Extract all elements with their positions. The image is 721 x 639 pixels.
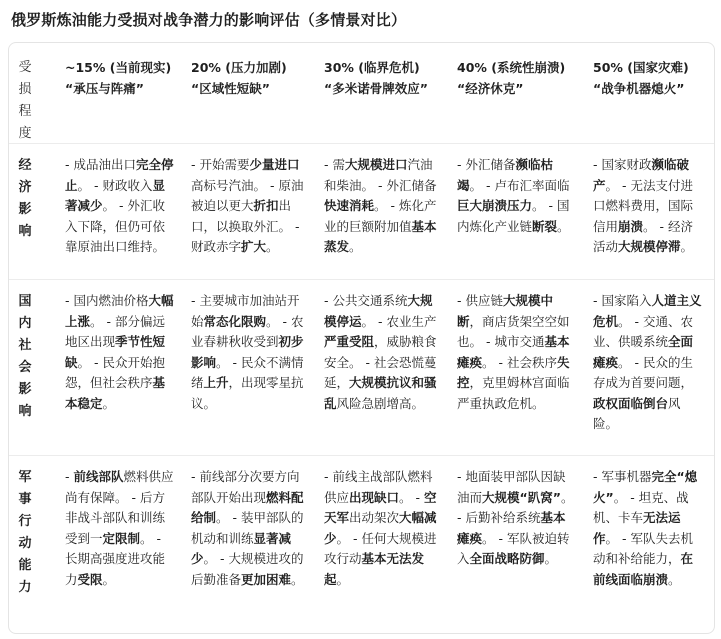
cell-military-20: - 前线部分次要方向部队开始出现燃料配给制。 - 装甲部队的机动和训练显著减少。 - 大规模进攻的后勤准备更加困难。 [191,469,304,587]
cell-economic-15: - 成品油出口完全停止。 - 财政收入显著减少。 - 外汇收入下降，但仍可依靠原油出口维持。 [65,157,174,254]
cell-social-50: - 国家陷入人道主义危机。 - 交通、农业、供暖系统全面瘫痪。 - 民众的生存成为首要问题，政权面临倒台风险。 [593,293,702,431]
row-label-social: 国内社会影响 [18,294,32,419]
cell-military-15: - 前线部队燃料供应尚有保障。 - 后方非战斗部队和训练受到一定限制。 - 长期高强度进攻能力受限。 [65,469,174,587]
row-divider [9,455,714,456]
cell-military-40: - 地面装甲部队因缺油而大规模“趴窝”。 - 后勤补给系统基本瘫痪。 - 军队被迫转入全面战略防御。 [457,469,574,566]
cell-economic-40: - 外汇储备濒临枯竭。 - 卢布汇率面临巨大崩溃压力。 - 国内炼化产业链断裂。 [457,157,570,234]
row-label-economic: 经济影响 [18,158,32,239]
page-title: 俄罗斯炼油能力受损对战争潜力的影响评估（多情景对比） [11,11,407,29]
header-15-percent: ~15% (当前现实) “承压与阵痛” [65,60,172,96]
header-50-percent: 50% (国家灾难) “战争机器熄火” [593,60,689,96]
row-divider [9,279,714,280]
header-30-percent: 30% (临界危机) “多米诺骨牌效应” [324,60,428,96]
cell-military-50: - 军事机器完全“熄火”。 - 坦克、战机、卡车无法运作。 - 军队失去机动和补给能力，在前线面临崩溃。 [593,469,698,587]
cell-economic-50: - 国家财政濒临破产。 - 无法支付进口燃料费用，国际信用崩溃。 - 经济活动大规模停滞。 [593,157,694,254]
cell-social-15: - 国内燃油价格大幅上涨。 - 部分偏远地区出现季节性短缺。 - 民众开始抱怨，但社会秩序基本稳定。 [65,293,174,411]
cell-social-30: - 公共交通系统大规模停运。 - 农业生产严重受阻，威胁粮食安全。 - 社会恐慌蔓延，大规模抗议和骚乱风险急剧增高。 [324,293,437,411]
cell-social-20: - 主要城市加油站开始常态化限购。 - 农业春耕秋收受到初步影响。 - 民众不满情绪上升，出现零星抗议。 [191,293,304,411]
cell-social-40: - 供应链大规模中断，商店货架空空如也。 - 城市交通基本瘫痪。 - 社会秩序失控，克里姆林宫面临严重执政危机。 [457,293,570,411]
header-40-percent: 40% (系统性崩溃) “经济休克” [457,60,566,96]
cell-economic-20: - 开始需要少量进口高标号汽油。 - 原油被迫以更大折扣出口，以换取外汇。 - 财政赤字扩大。 [191,157,304,254]
comparison-table [8,42,715,634]
row-label-military: 军事行动能力 [18,470,32,595]
header-20-percent: 20% (压力加剧) “区域性短缺” [191,60,287,96]
corner-label: 受损程度 [18,60,32,141]
row-divider [9,143,714,144]
cell-economic-30: - 需大规模进口汽油和柴油。 - 外汇储备快速消耗。 - 炼化产业的巨额附加值基本蒸发。 [324,157,437,254]
cell-military-30: - 前线主战部队燃料供应出现缺口。 - 空天军出动架次大幅减少。 - 任何大规模进攻行动基本无法发起。 [324,469,437,587]
